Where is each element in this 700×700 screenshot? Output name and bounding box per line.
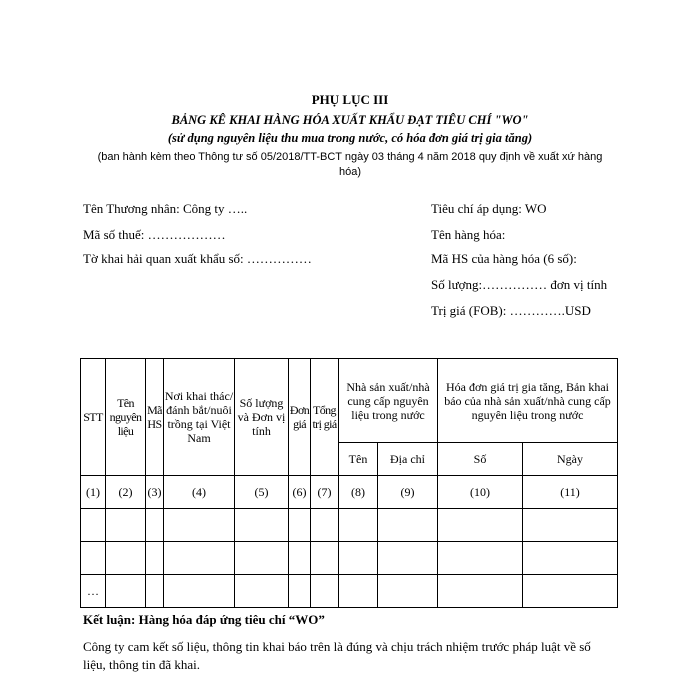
quantity-field: Số lượng:…………… đơn vị tính <box>431 277 608 292</box>
table-row <box>81 542 618 575</box>
header-origin-place: Nơi khai thác/đánh bắt/nuôi trồng tại Việt Nam <box>164 359 235 476</box>
header-invoice-number: Số <box>438 443 523 476</box>
header-material-name: Tên nguyên liệu <box>106 359 146 476</box>
col-number: (4) <box>164 476 235 509</box>
ellipsis-marker: … <box>81 575 106 608</box>
header-producer-address: Địa chỉ <box>378 443 438 476</box>
col-number: (6) <box>289 476 311 509</box>
header-hs-code: Mã HS <box>146 359 164 476</box>
header-unit-price: Đơn giá <box>289 359 311 476</box>
form-subtitle: (sử dụng nguyên liệu thu mua trong nước, có hóa đơn giá trị gia tăng) <box>167 131 533 145</box>
col-number: (1) <box>81 476 106 509</box>
appendix-title: PHỤ LỤC III <box>311 92 389 107</box>
header-quantity-unit: Số lượng và Đơn vị tính <box>235 359 289 476</box>
product-name-field: Tên hàng hóa: <box>431 227 506 242</box>
table-row <box>81 509 618 542</box>
tax-code-field: Mã số thuế: ……………… <box>83 227 226 242</box>
header-total-value: Tổng trị giá <box>311 359 339 476</box>
header-producer-group: Nhà sản xuất/nhà cung cấp nguyên liệu trong nước <box>339 359 438 443</box>
fob-value-field: Trị giá (FOB): ………….USD <box>431 303 591 318</box>
col-number: (8) <box>339 476 378 509</box>
col-number: (7) <box>311 476 339 509</box>
column-number-row <box>81 476 618 509</box>
declaration-table <box>80 358 618 608</box>
commitment-text: Công ty cam kết số liệu, thông tin khai báo trên là đúng và chịu trách nhiệm trước pháp luật về số liệu, thông tin đã khai. <box>83 639 591 672</box>
col-number: (9) <box>378 476 438 509</box>
col-number: (5) <box>235 476 289 509</box>
col-number: (3) <box>146 476 164 509</box>
col-number: (11) <box>523 476 618 509</box>
col-number: (2) <box>106 476 146 509</box>
hs-code-field: Mã HS của hàng hóa (6 số): <box>431 251 577 266</box>
conclusion-text: Kết luận: Hàng hóa đáp ứng tiêu chí “WO” <box>83 612 325 627</box>
header-invoice-date: Ngày <box>523 443 618 476</box>
header-producer-name: Tên <box>339 443 378 476</box>
col-number: (10) <box>438 476 523 509</box>
header-invoice-group: Hóa đơn giá trị gia tăng, Bản khai báo của nhà sản xuất/nhà cung cấp nguyên liệu trong nước <box>438 359 618 443</box>
criteria-field: Tiêu chí áp dụng: WO <box>431 201 547 216</box>
header-stt: STT <box>81 359 106 476</box>
form-title: BẢNG KÊ KHAI HÀNG HÓA XUẤT KHẨU ĐẠT TIÊU CHÍ "WO" <box>171 113 529 127</box>
customs-declaration-field: Tờ khai hải quan xuất khẩu số: …………… <box>83 251 312 266</box>
table-row <box>81 575 618 608</box>
merchant-name-field: Tên Thương nhân: Công ty ….. <box>83 201 248 216</box>
legal-basis-note: (ban hành kèm theo Thông tư số 05/2018/TT-BCT ngày 03 tháng 4 năm 2018 quy định về xuất xứ hàng hóa) <box>97 151 603 178</box>
